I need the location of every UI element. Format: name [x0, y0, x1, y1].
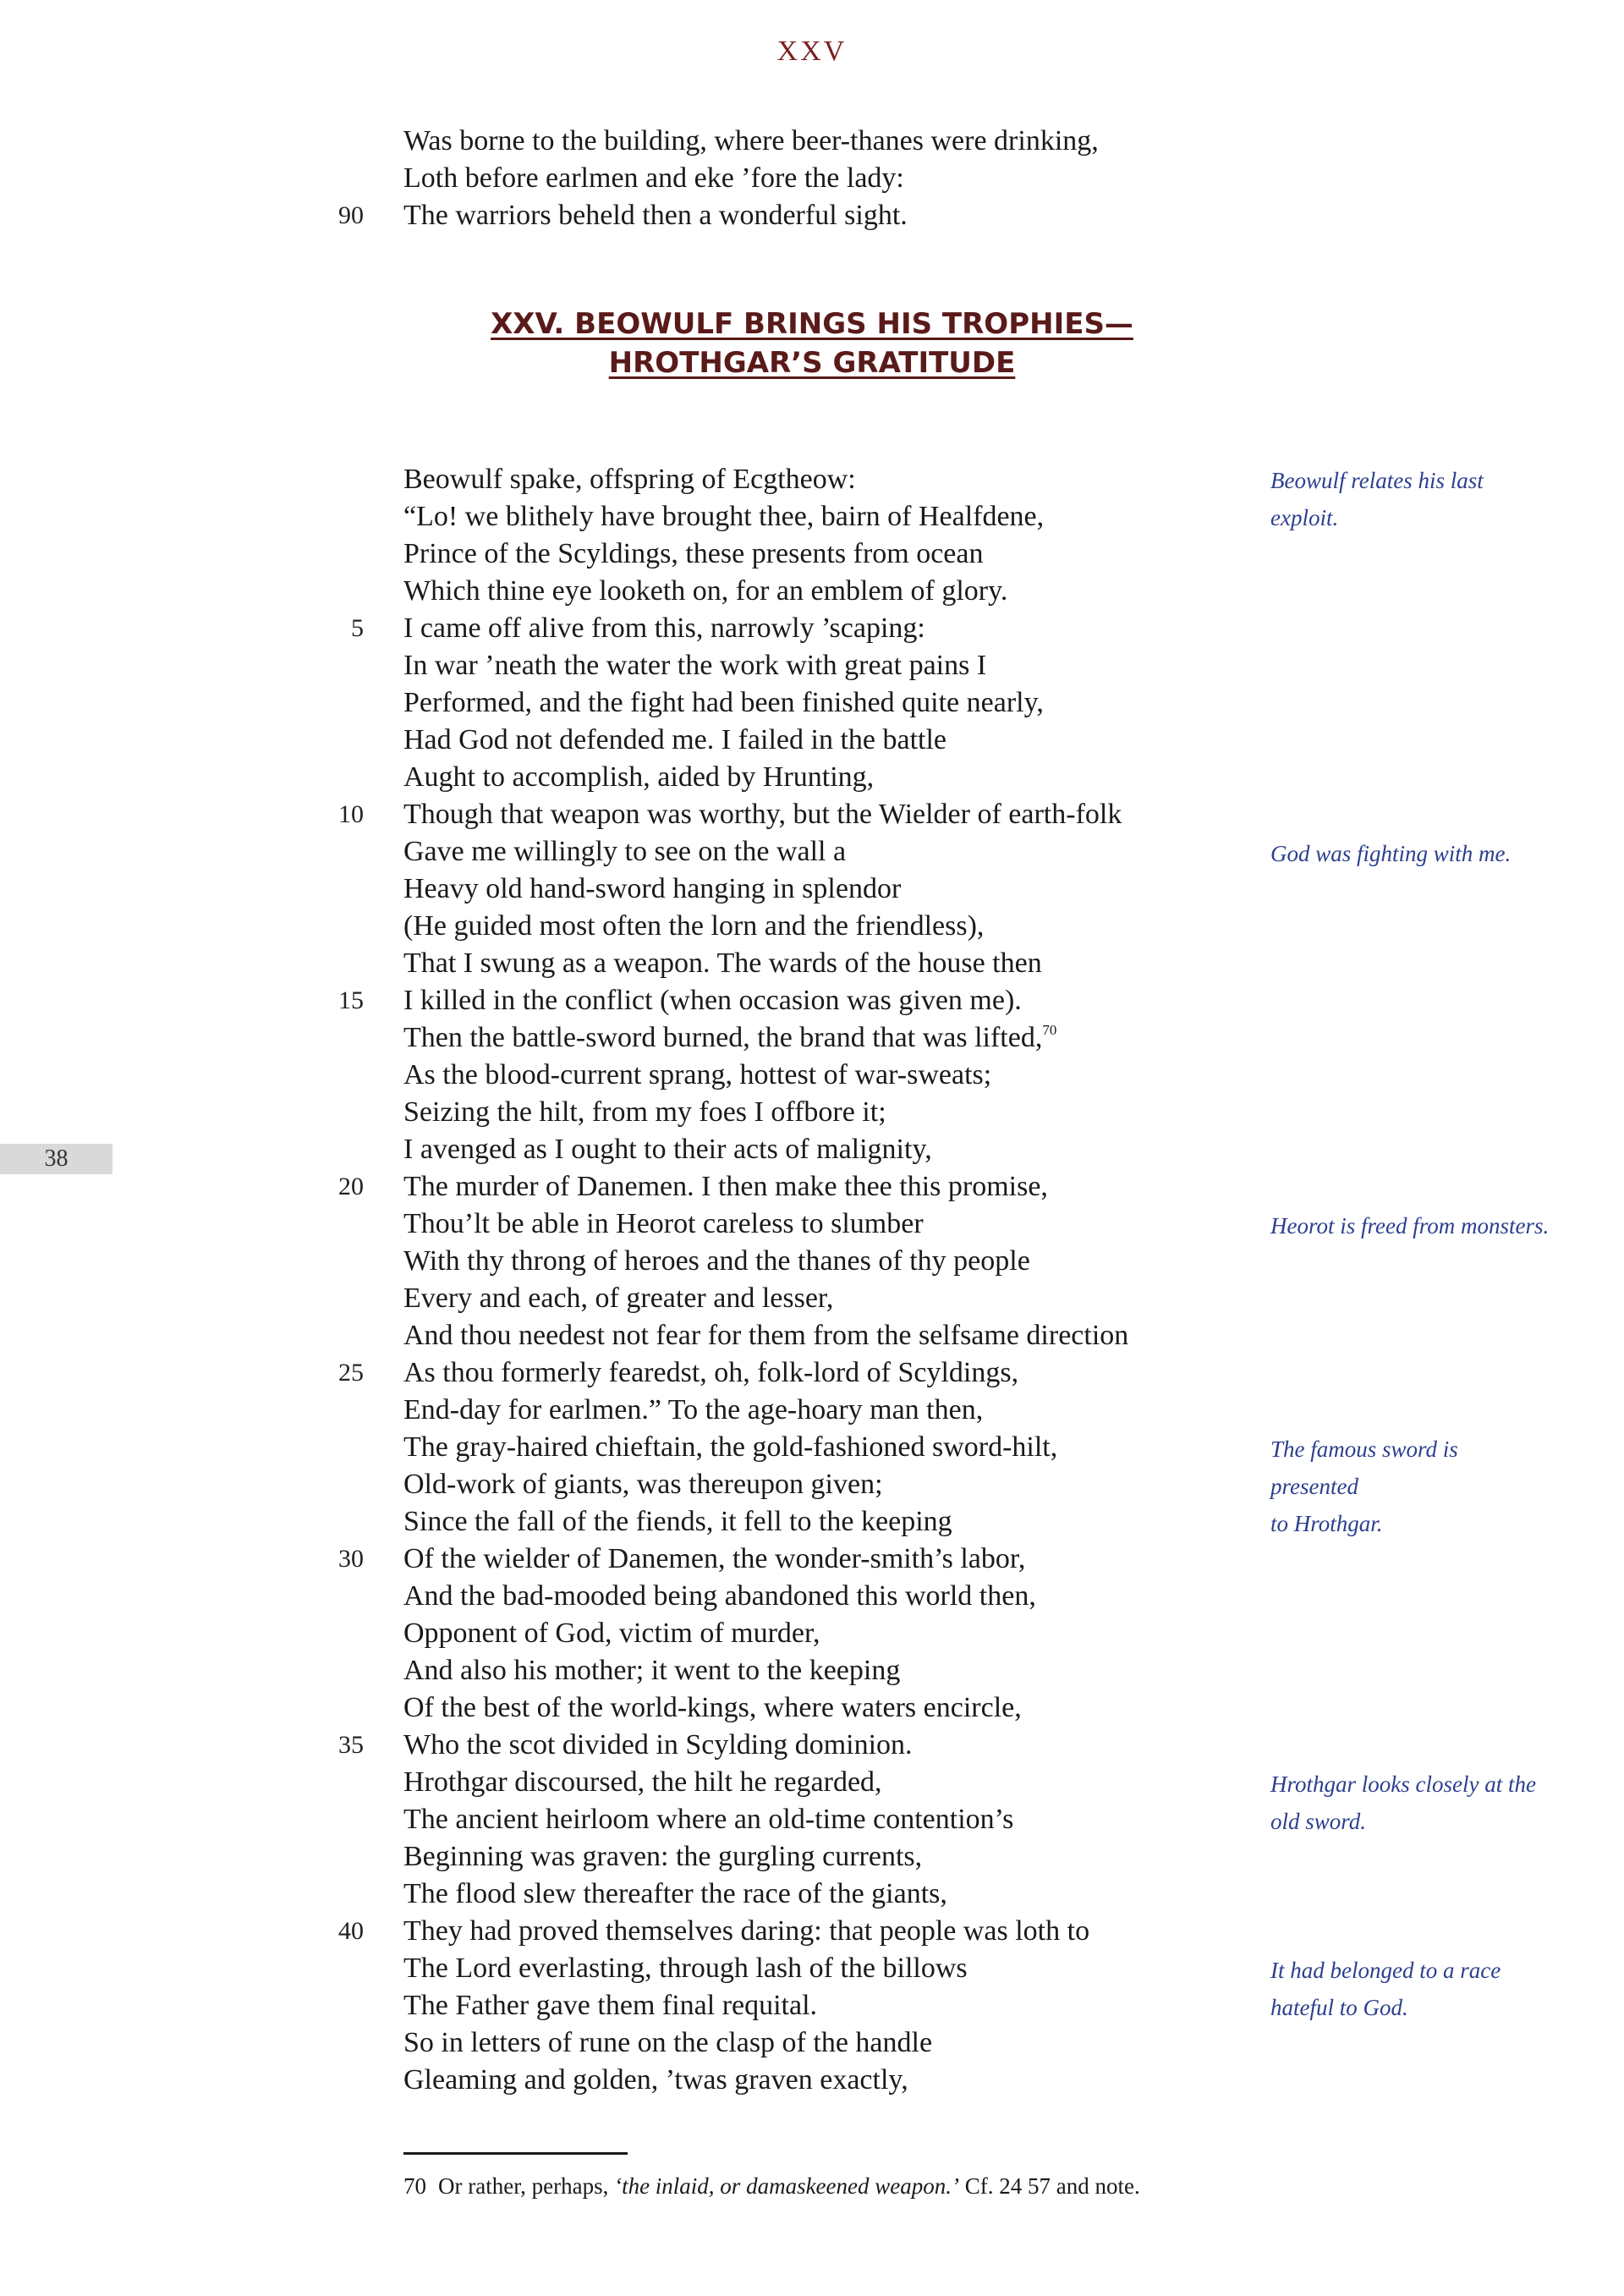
- verse-line: [0, 197, 1269, 234]
- chapter-title-line-1: XXV. BEOWULF BRINGS HIS TROPHIES—: [491, 307, 1133, 341]
- verse-line: [0, 1243, 1269, 1280]
- verse-text: With thy throng of heroes and the thanes of thy people: [403, 1245, 1030, 1277]
- verse-text: I killed in the conflict (when occasion was given me).: [403, 985, 1022, 1016]
- line-number: 10: [338, 800, 364, 828]
- verse-text: The murder of Danemen. I then make thee this promise,: [403, 1171, 1048, 1202]
- verse-text: The Lord everlasting, through lash of the billows: [403, 1953, 968, 1984]
- side-note-line: hateful to God.: [1270, 1995, 1408, 2020]
- verse-line: [0, 1168, 1269, 1206]
- verse-text: That I swung as a weapon. The wards of the house then: [403, 948, 1042, 979]
- verse-line: [0, 123, 1269, 160]
- verse-line: [0, 1987, 1269, 2024]
- verse-line: [0, 684, 1269, 722]
- verse-line: [0, 796, 1269, 833]
- footnote-text-after: Cf. 24 57 and note.: [964, 2173, 1140, 2199]
- verse-line: [0, 1317, 1269, 1354]
- verse-line: [0, 871, 1269, 908]
- verse-line: [0, 160, 1269, 197]
- verse-line: [0, 945, 1269, 982]
- verse-text: Heavy old hand-sword hanging in splendor: [403, 873, 902, 904]
- verse-line: [0, 1280, 1269, 1317]
- verse-line: [0, 536, 1269, 573]
- verse-text: And thou needest not fear for them from the selfsame direction: [403, 1320, 1129, 1351]
- side-note-line: Hrothgar looks closely at the: [1270, 1771, 1536, 1797]
- line-number: 40: [338, 1917, 364, 1945]
- verse-line: [0, 1764, 1269, 1801]
- verse-text: End-day for earlmen.” To the age-hoary man then,: [403, 1394, 984, 1425]
- verse-text: Had God not defended me. I failed in the battle: [403, 724, 946, 755]
- verse-text: Gleaming and golden, ’twas graven exactly,: [403, 2064, 908, 2096]
- verse-text: As the blood-current sprang, hottest of war-sweats;: [403, 1059, 992, 1090]
- verse-line: [0, 1019, 1269, 1057]
- verse-text: Since the fall of the fiends, it fell to the keeping: [403, 1506, 952, 1537]
- footnote-text-before: Or rather, perhaps,: [438, 2173, 609, 2199]
- verse-line: [0, 610, 1269, 647]
- side-note-line: Beowulf relates his last: [1270, 468, 1484, 493]
- side-note: [1270, 1431, 1550, 1542]
- line-number: 35: [338, 1731, 364, 1759]
- verse-text: As thou formerly fearedst, oh, folk-lord of Scyldings,: [403, 1357, 1019, 1388]
- verse-text: Though that weapon was worthy, but the Wielder of earth-folk: [403, 799, 1122, 830]
- footnote-italic-text: ‘the inlaid, or damaskeened weapon.’: [614, 2173, 959, 2199]
- chapter-title: [0, 305, 1624, 382]
- verse-text: (He guided most often the lorn and the friendless),: [403, 910, 985, 942]
- verse-text: And also his mother; it went to the keeping: [403, 1655, 901, 1686]
- verse-text: The ancient heirloom where an old-time contention’s: [403, 1804, 1014, 1835]
- line-number: 15: [338, 986, 364, 1014]
- verse-text: In war ’neath the water the work with great pains I: [403, 650, 987, 681]
- footnote-divider: [403, 2152, 628, 2155]
- verse-text: Seizing the hilt, from my foes I offbore it;: [403, 1096, 886, 1128]
- verse-text: Beginning was graven: the gurgling currents,: [403, 1841, 923, 1872]
- verse-line: [0, 498, 1269, 536]
- verse-line: [0, 1206, 1269, 1243]
- line-number: 5: [351, 614, 364, 642]
- side-note-line: The famous sword is presented: [1270, 1436, 1458, 1499]
- line-number: 90: [338, 201, 364, 229]
- verse-text: The gray-haired chieftain, the gold-fashioned sword-hilt,: [403, 1431, 1058, 1463]
- verse-text: The flood slew thereafter the race of the giants,: [403, 1878, 947, 1909]
- verse-line: [0, 1727, 1269, 1764]
- verse-text-content: Then the battle-sword burned, the brand that was lifted,: [403, 1022, 1043, 1053]
- side-note: [1270, 462, 1550, 536]
- verse-line: [0, 1689, 1269, 1727]
- verse-text: Was borne to the building, where beer-thanes were drinking,: [403, 125, 1099, 157]
- verse-line: [0, 573, 1269, 610]
- line-number: 30: [338, 1545, 364, 1573]
- verse-text: I avenged as I ought to their acts of malignity,: [403, 1134, 932, 1165]
- side-note: [1270, 1952, 1550, 2026]
- verse-line: [0, 1057, 1269, 1094]
- verse-line: [0, 2062, 1269, 2099]
- verse-line: [0, 1466, 1269, 1503]
- running-head: XXV: [776, 36, 848, 67]
- side-note-line: exploit.: [1270, 505, 1339, 530]
- side-note-line: to Hrothgar.: [1270, 1511, 1383, 1536]
- verse-text: Every and each, of greater and lesser,: [403, 1283, 834, 1314]
- footnote-ref[interactable]: 70: [1042, 1022, 1057, 1038]
- page-number: 38: [0, 1144, 112, 1174]
- verse-line: [0, 1578, 1269, 1615]
- verse-line: [0, 722, 1269, 759]
- verse-line: [0, 759, 1269, 796]
- verse-line: [0, 1503, 1269, 1541]
- verse-text: Opponent of God, victim of murder,: [403, 1618, 820, 1649]
- verse-line: [0, 1392, 1269, 1429]
- verse-text: [403, 1019, 1056, 1057]
- verse-line: [0, 833, 1269, 871]
- verse-text: “Lo! we blithely have brought thee, bairn of Healfdene,: [403, 501, 1045, 532]
- verse-text: Prince of the Scyldings, these presents from ocean: [403, 538, 984, 569]
- verse-line: [0, 908, 1269, 945]
- verse-text: The warriors beheld then a wonderful sight.: [403, 200, 908, 231]
- side-note-line: old sword.: [1270, 1809, 1367, 1834]
- verse-text: Of the wielder of Danemen, the wonder-smith’s labor,: [403, 1543, 1026, 1574]
- verse-line: [0, 1615, 1269, 1652]
- verse-text: They had proved themselves daring: that people was loth to: [403, 1915, 1090, 1947]
- verse-line: [0, 1429, 1269, 1466]
- verse-text: Thou’lt be able in Heorot careless to slumber: [403, 1208, 924, 1239]
- verse-text: Of the best of the world-kings, where waters encircle,: [403, 1692, 1022, 1723]
- line-number: 25: [338, 1359, 364, 1387]
- verse-text: The Father gave them final requital.: [403, 1990, 818, 2021]
- verse-line: [0, 1541, 1269, 1578]
- verse-text: Old-work of giants, was thereupon given;: [403, 1469, 883, 1500]
- verse-text: Gave me willingly to see on the wall a: [403, 836, 847, 867]
- verse-line: [0, 1094, 1269, 1131]
- verse-text: Who the scot divided in Scylding dominion.: [403, 1729, 913, 1760]
- verse-text: Aught to accomplish, aided by Hrunting,: [403, 761, 875, 793]
- side-note: [1270, 1207, 1550, 1244]
- side-note-line: It had belonged to a race: [1270, 1958, 1501, 1983]
- verse-text: So in letters of rune on the clasp of the handle: [403, 2027, 933, 2058]
- verse-text: I came off alive from this, narrowly ’scaping:: [403, 612, 925, 644]
- verse-text: Beowulf spake, offspring of Ecgtheow:: [403, 464, 856, 495]
- verse-text: Hrothgar discoursed, the hilt he regarded,: [403, 1766, 882, 1798]
- verse-line: [0, 2024, 1269, 2062]
- side-note-line: God was fighting with me.: [1270, 841, 1512, 866]
- verse-line: [0, 1652, 1269, 1689]
- verse-text: Loth before earlmen and eke ’fore the lady:: [403, 162, 904, 194]
- verse-line: [0, 1131, 1269, 1168]
- verse-line: [0, 1876, 1269, 1913]
- verse-text: Performed, and the fight had been finished quite nearly,: [403, 687, 1044, 718]
- verse-text: Which thine eye looketh on, for an emblem of glory.: [403, 575, 1008, 607]
- verse-line: [0, 1801, 1269, 1838]
- side-note: [1270, 835, 1550, 872]
- verse-line: [0, 1354, 1269, 1392]
- line-number: 20: [338, 1173, 364, 1200]
- footnote-number: 70: [403, 2173, 426, 2199]
- verse-line: [0, 461, 1269, 498]
- verse-line: [0, 1950, 1269, 1987]
- side-note: [1270, 1766, 1550, 1840]
- side-note-line: Heorot is freed from monsters.: [1270, 1213, 1550, 1239]
- footnote: [403, 2171, 1334, 2201]
- verse-line: [0, 982, 1269, 1019]
- chapter-title-line-2: HROTHGAR’S GRATITUDE: [608, 346, 1016, 380]
- verse-line: [0, 647, 1269, 684]
- verse-line: [0, 1913, 1269, 1950]
- verse-line: [0, 1838, 1269, 1876]
- verse-text: And the bad-mooded being abandoned this world then,: [403, 1580, 1036, 1612]
